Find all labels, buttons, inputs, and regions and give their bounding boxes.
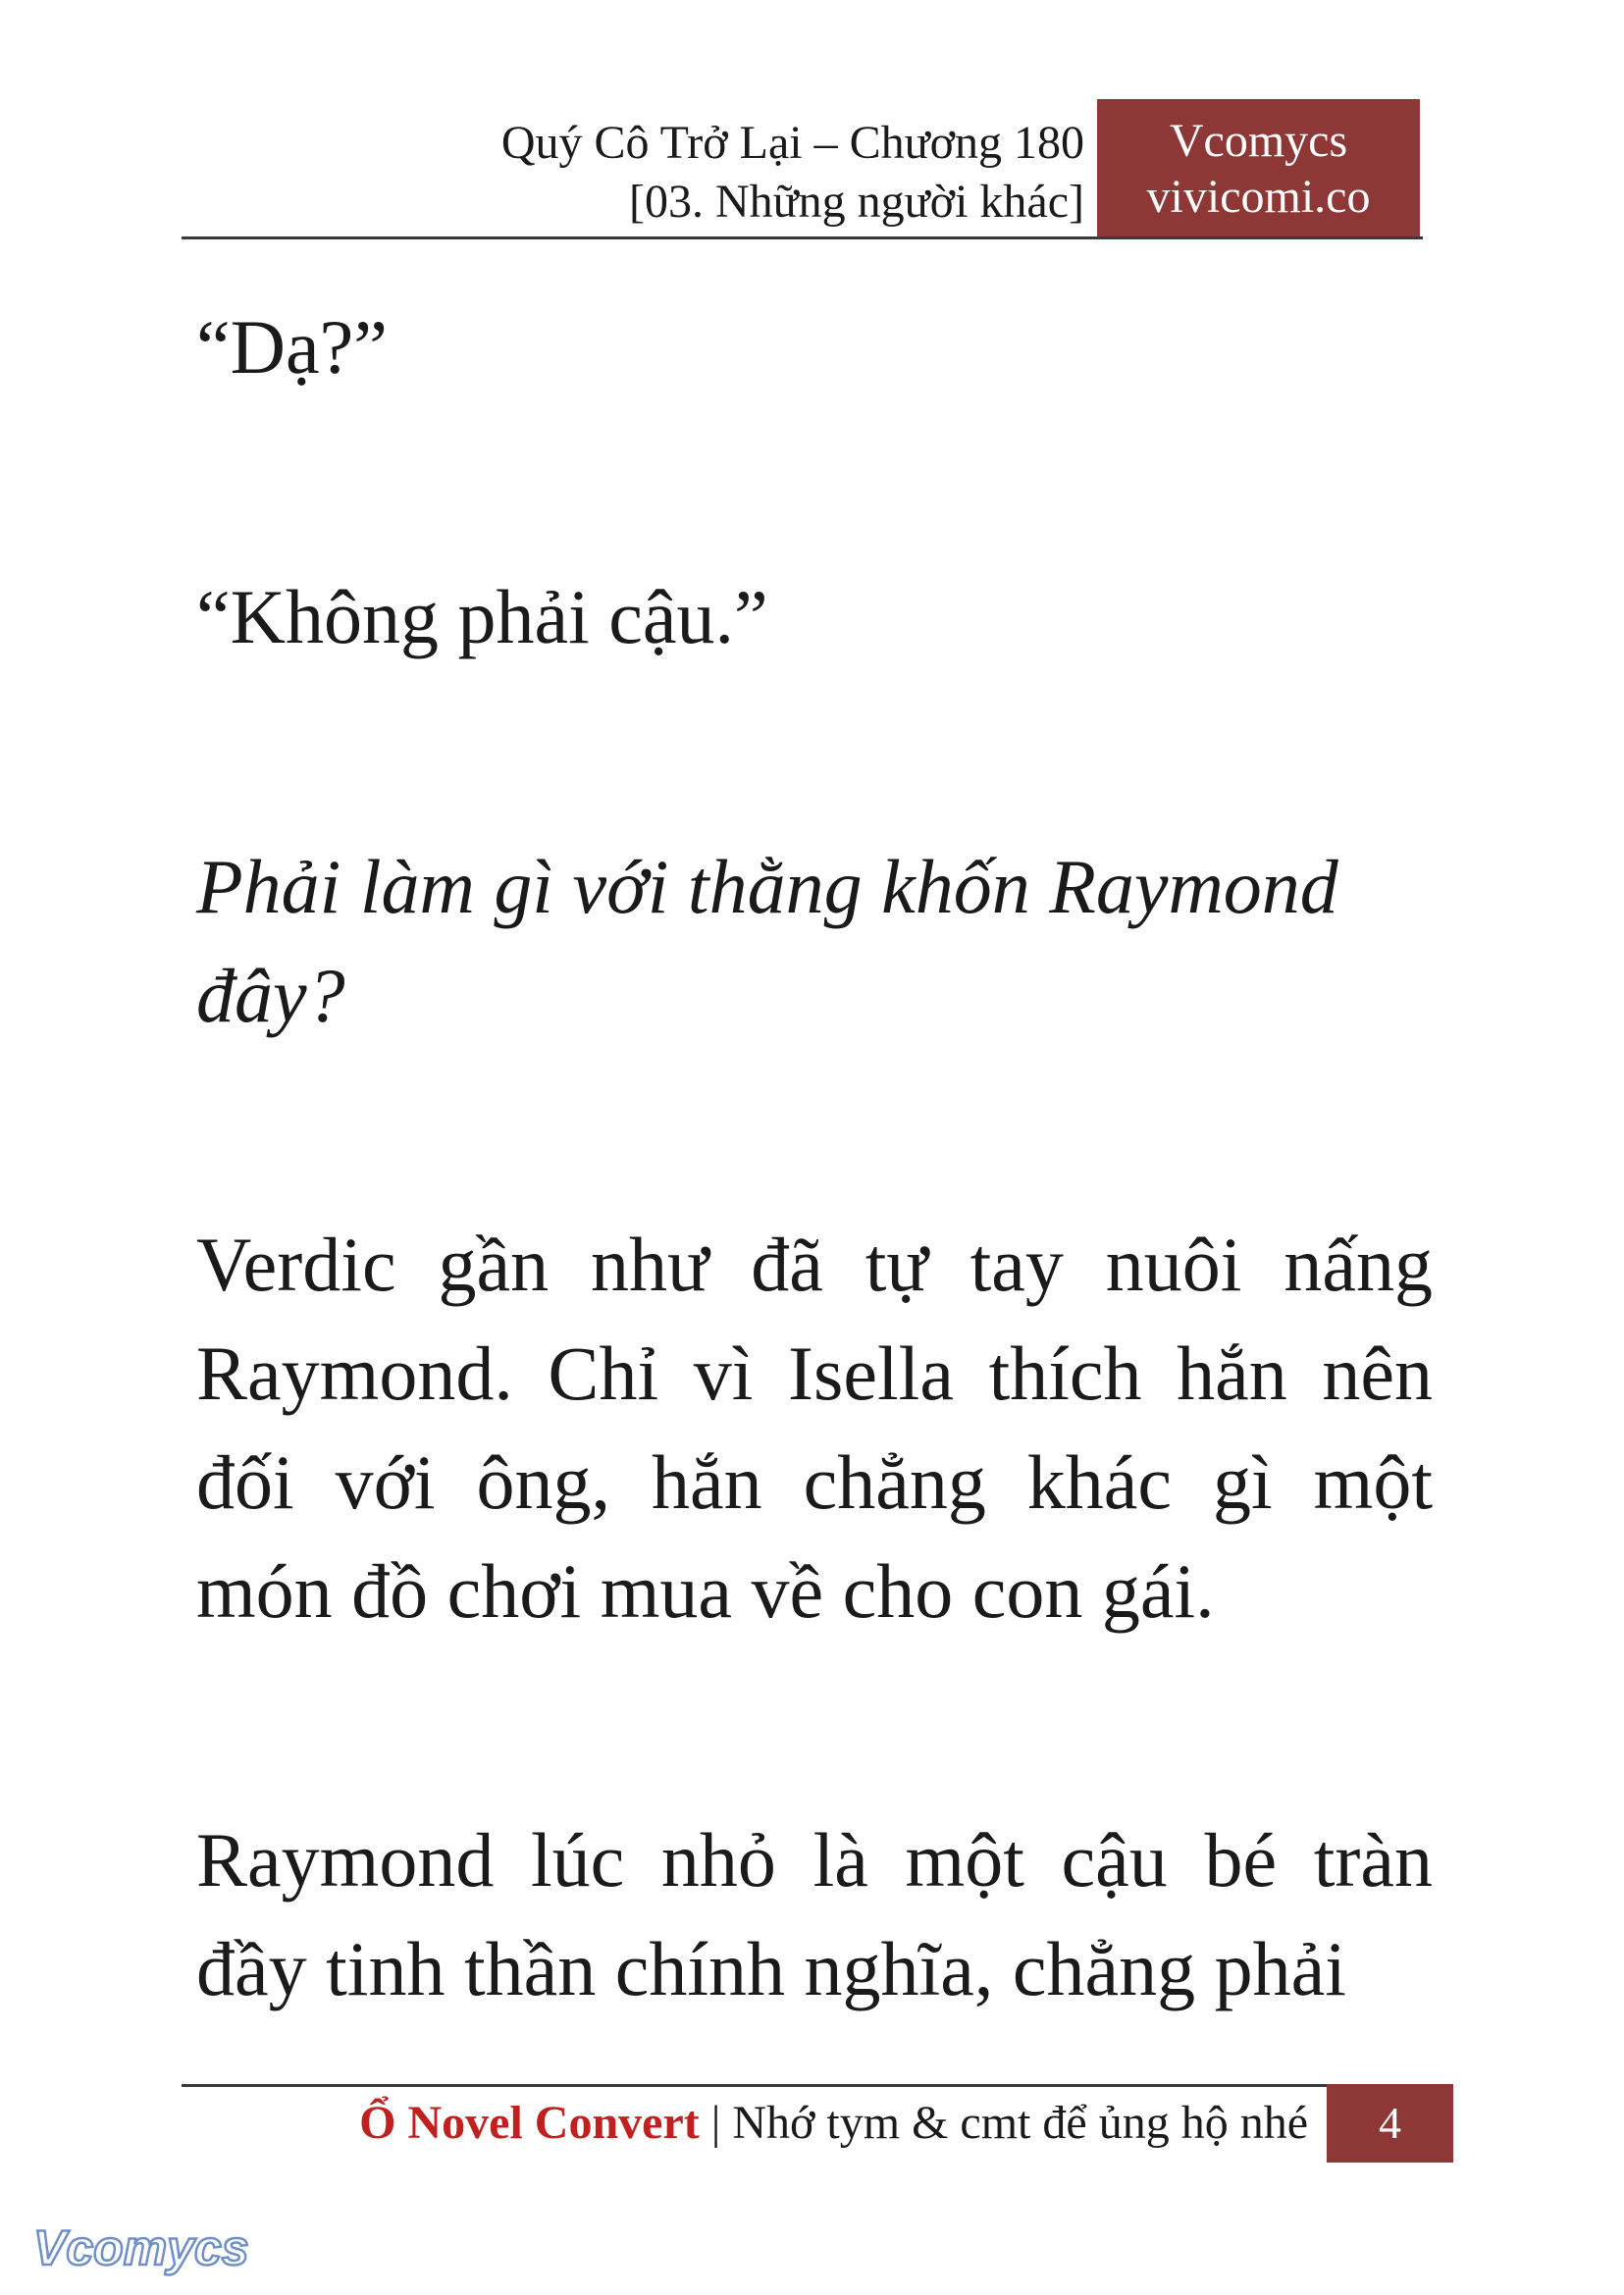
header-subtitle: [03. Những người khác] (629, 176, 1084, 228)
paragraph-5: Raymond lúc nhỏ là một cậu bé tràn đầy tinh thần chính nghĩa, chẳng phải (196, 1817, 1433, 2011)
footer-brand: Ổ Novel Convert (359, 2097, 700, 2149)
footer-divider (182, 2084, 1330, 2087)
footer-message: Nhớ tym & cmt để ủng hộ nhé (732, 2097, 1308, 2149)
footer-separator: | (699, 2097, 733, 2149)
paragraph-3: Phải làm gì với thằng khốn Raymond đây? (196, 844, 1338, 1038)
brand-url: vivicomi.co (1146, 171, 1371, 223)
paragraph-2: “Không phải cậu.” (196, 574, 768, 659)
page-number: 4 (1327, 2084, 1453, 2163)
watermark-text: Vcomycs (33, 2220, 249, 2275)
running-header (501, 114, 1084, 232)
brand-badge (1097, 99, 1420, 237)
paragraph-4: Verdic gần như đã tự tay nuôi nấng Raymond. Chỉ vì Isella thích hắn nên đối với ông, hắn chẳng khác gì một món đồ chơi mua về cho con gái. (196, 1222, 1433, 1634)
brand-name: Vcomycs (1169, 115, 1348, 167)
header-title: Quý Cô Trở Lại – Chương 180 (500, 117, 1084, 169)
vcomycs-logo (29, 2208, 255, 2286)
footer-line (359, 2094, 1308, 2153)
header-divider (182, 236, 1423, 239)
paragraph-1: “Dạ?” (196, 304, 388, 390)
